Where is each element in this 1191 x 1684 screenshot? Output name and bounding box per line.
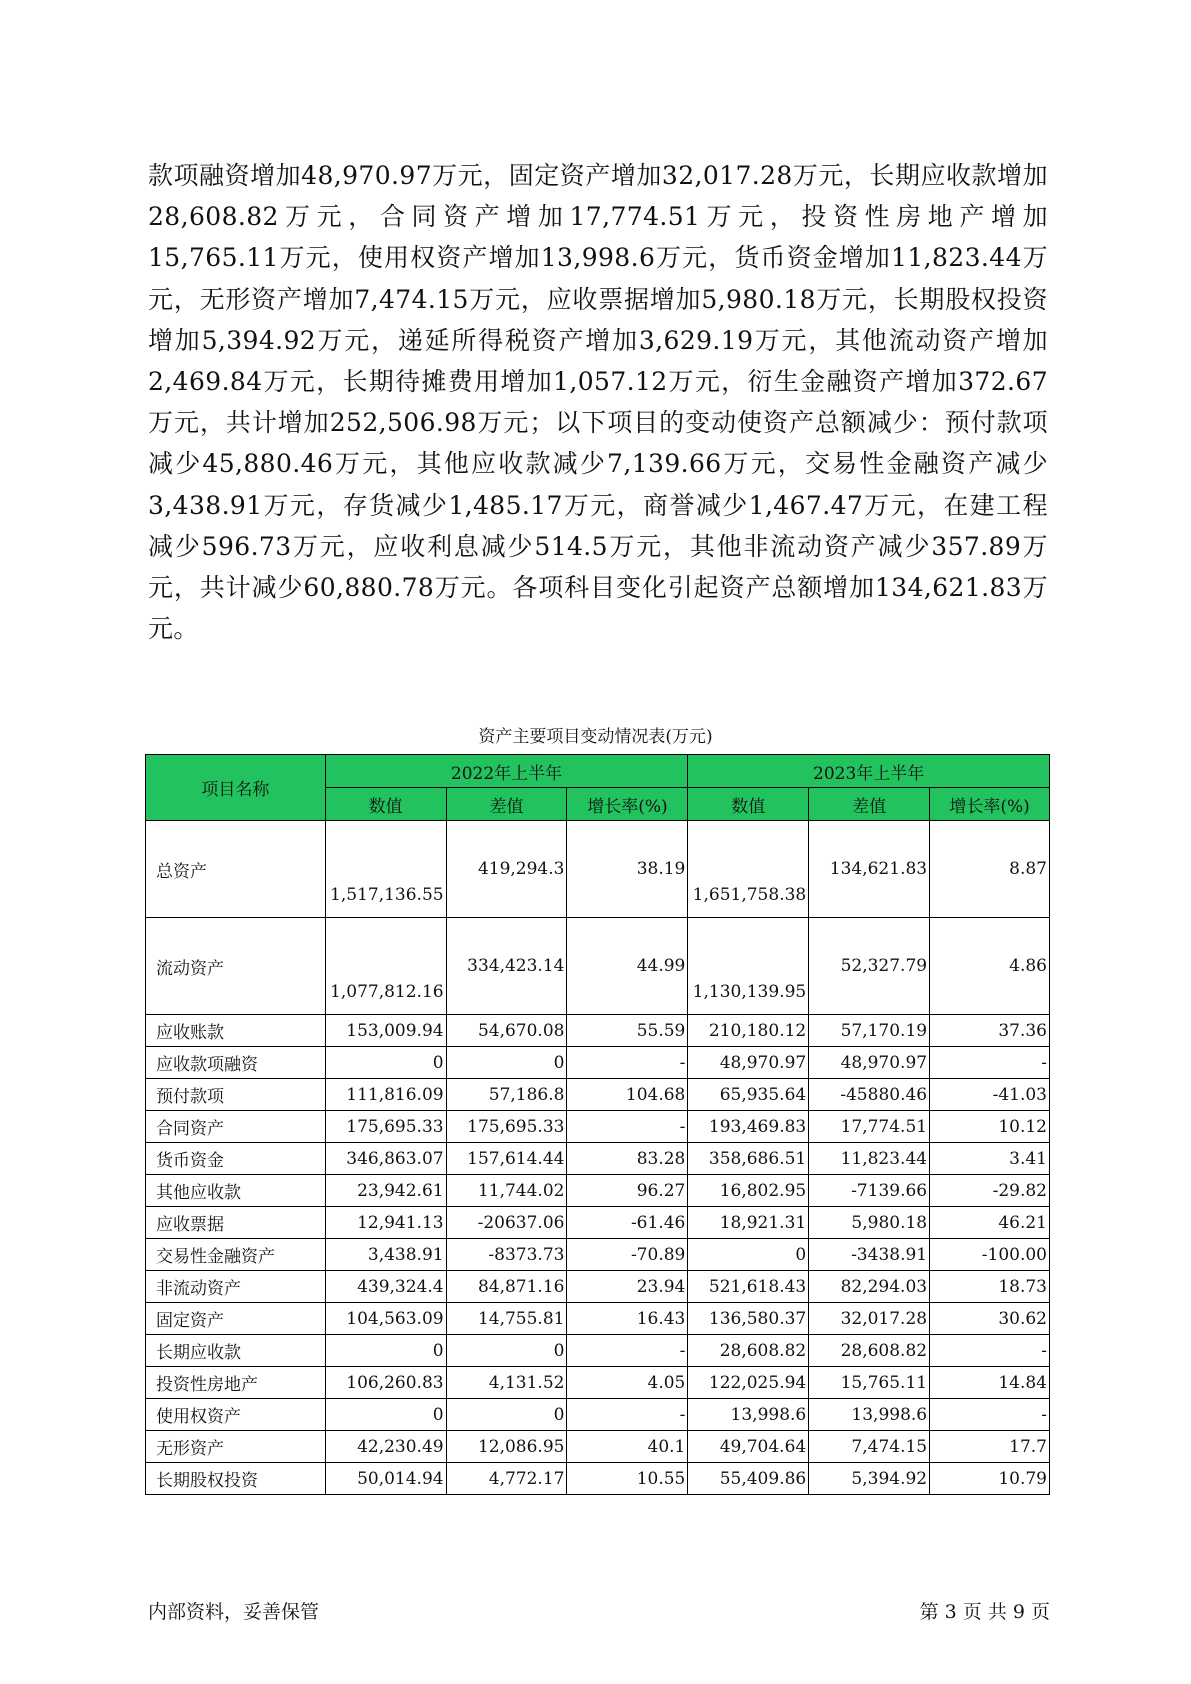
cell-value-2023: 521,618.43 — [688, 1271, 809, 1303]
cell-growth-2022: 55.59 — [567, 1015, 688, 1047]
cell-item-name: 流动资产 — [146, 918, 326, 1015]
asset-change-table — [145, 754, 1050, 1495]
header-growth-2022: 增长率(%) — [567, 788, 688, 821]
cell-value-2023: 1,651,758.38 — [688, 821, 809, 918]
cell-item-name: 使用权资产 — [146, 1399, 326, 1431]
cell-item-name: 其他应收款 — [146, 1175, 326, 1207]
cell-diff-2022: 54,670.08 — [446, 1015, 567, 1047]
cell-diff-2022: 0 — [446, 1047, 567, 1079]
cell-growth-2022: - — [567, 1399, 688, 1431]
header-diff-2023: 差值 — [809, 788, 930, 821]
table-body — [146, 821, 1050, 1495]
cell-growth-2022: 40.1 — [567, 1431, 688, 1463]
body-paragraph: 款项融资增加48,970.97万元，固定资产增加32,017.28万元，长期应收款增加28,608.82万元，合同资产增加17,774.51万元，投资性房地产增加15,765.11万元，使用权资产增加13,998.6万元，货币资金增加11,823.44万元，无形资产增加7,474.15万元，应收票据增加5,980.18万元，长期股权投资增加5,394.92万元，递延所得税资产增加3,629.19万元，其他流动资产增加2,469.84万元，长期待摊费用增加1,057.12万元，衍生金融资产增加372.67万元，共计增加252,506.98万元；以下项目的变动使资产总额减少：预付款项减少45,880.46万元，其他应收款减少7,139.66万元，交易性金融资产减少3,438.91万元，存货减少1,485.17万元，商誉减少1,467.47万元，在建工程减少596.73万元，应收利息减少514.5万元，其他非流动资产减少357.89万元，共计减少60,880.78万元。各项科目变化引起资产总额增加134,621.83万元。 — [148, 161, 1048, 644]
cell-value-2022: 50,014.94 — [325, 1463, 446, 1495]
cell-diff-2022: 0 — [446, 1399, 567, 1431]
cell-value-2023: 65,935.64 — [688, 1079, 809, 1111]
cell-diff-2023: 5,980.18 — [809, 1207, 930, 1239]
cell-diff-2022: -8373.73 — [446, 1239, 567, 1271]
table-row — [146, 918, 1050, 1015]
cell-value-2023: 122,025.94 — [688, 1367, 809, 1399]
table-row — [146, 1015, 1050, 1047]
cell-growth-2023: -100.00 — [930, 1239, 1050, 1271]
cell-growth-2023: - — [930, 1047, 1050, 1079]
table-caption: 资产主要项目变动情况表(万元) — [478, 727, 713, 747]
cell-value-2023: 16,802.95 — [688, 1175, 809, 1207]
cell-growth-2022: 38.19 — [567, 821, 688, 918]
cell-growth-2023: 17.7 — [930, 1431, 1050, 1463]
cell-growth-2023: - — [930, 1335, 1050, 1367]
header-diff-2022: 差值 — [446, 788, 567, 821]
table-row — [146, 1431, 1050, 1463]
cell-diff-2023: -3438.91 — [809, 1239, 930, 1271]
footer-confidential-note: 内部资料，妥善保管 — [148, 1601, 320, 1623]
cell-value-2023: 358,686.51 — [688, 1143, 809, 1175]
cell-value-2022: 1,517,136.55 — [325, 821, 446, 918]
table-row — [146, 1335, 1050, 1367]
cell-item-name: 应收票据 — [146, 1207, 326, 1239]
cell-item-name: 应收款项融资 — [146, 1047, 326, 1079]
cell-growth-2022: - — [567, 1047, 688, 1079]
cell-growth-2022: 96.27 — [567, 1175, 688, 1207]
cell-diff-2022: 4,772.17 — [446, 1463, 567, 1495]
cell-growth-2023: - — [930, 1399, 1050, 1431]
cell-item-name: 预付款项 — [146, 1079, 326, 1111]
footer-page-number: 第 3 页 共 9 页 — [919, 1601, 1050, 1623]
cell-diff-2023: 48,970.97 — [809, 1047, 930, 1079]
cell-item-name: 交易性金融资产 — [146, 1239, 326, 1271]
cell-diff-2023: 28,608.82 — [809, 1335, 930, 1367]
header-growth-2023: 增长率(%) — [930, 788, 1050, 821]
cell-growth-2022: -70.89 — [567, 1239, 688, 1271]
cell-growth-2023: -41.03 — [930, 1079, 1050, 1111]
cell-diff-2022: 14,755.81 — [446, 1303, 567, 1335]
cell-diff-2023: 52,327.79 — [809, 918, 930, 1015]
cell-diff-2023: 134,621.83 — [809, 821, 930, 918]
cell-diff-2022: 12,086.95 — [446, 1431, 567, 1463]
cell-growth-2022: 4.05 — [567, 1367, 688, 1399]
cell-value-2022: 1,077,812.16 — [325, 918, 446, 1015]
table-row — [146, 1047, 1050, 1079]
cell-value-2022: 439,324.4 — [325, 1271, 446, 1303]
table-row — [146, 1463, 1050, 1495]
cell-value-2022: 111,816.09 — [325, 1079, 446, 1111]
cell-diff-2022: 4,131.52 — [446, 1367, 567, 1399]
table-row — [146, 1207, 1050, 1239]
cell-item-name: 长期股权投资 — [146, 1463, 326, 1495]
cell-growth-2022: 10.55 — [567, 1463, 688, 1495]
cell-diff-2023: 7,474.15 — [809, 1431, 930, 1463]
cell-growth-2023: 10.79 — [930, 1463, 1050, 1495]
cell-diff-2023: 17,774.51 — [809, 1111, 930, 1143]
cell-growth-2022: 16.43 — [567, 1303, 688, 1335]
table-row — [146, 1367, 1050, 1399]
table-row — [146, 821, 1050, 918]
table-row — [146, 1239, 1050, 1271]
cell-value-2022: 0 — [325, 1047, 446, 1079]
cell-value-2023: 48,970.97 — [688, 1047, 809, 1079]
cell-item-name: 非流动资产 — [146, 1271, 326, 1303]
cell-item-name: 总资产 — [146, 821, 326, 918]
table-row — [146, 1175, 1050, 1207]
cell-value-2023: 49,704.64 — [688, 1431, 809, 1463]
cell-growth-2023: 3.41 — [930, 1143, 1050, 1175]
cell-value-2022: 12,941.13 — [325, 1207, 446, 1239]
cell-diff-2022: 84,871.16 — [446, 1271, 567, 1303]
cell-item-name: 货币资金 — [146, 1143, 326, 1175]
cell-value-2023: 28,608.82 — [688, 1335, 809, 1367]
cell-growth-2023: 4.86 — [930, 918, 1050, 1015]
cell-growth-2023: 14.84 — [930, 1367, 1050, 1399]
cell-diff-2023: 5,394.92 — [809, 1463, 930, 1495]
cell-growth-2023: 18.73 — [930, 1271, 1050, 1303]
cell-value-2023: 0 — [688, 1239, 809, 1271]
cell-growth-2023: 8.87 — [930, 821, 1050, 918]
cell-value-2023: 18,921.31 — [688, 1207, 809, 1239]
header-period-2022: 2022年上半年 — [325, 755, 688, 788]
cell-growth-2023: 37.36 — [930, 1015, 1050, 1047]
cell-diff-2023: 57,170.19 — [809, 1015, 930, 1047]
cell-diff-2022: 57,186.8 — [446, 1079, 567, 1111]
table-row — [146, 1303, 1050, 1335]
cell-diff-2022: 11,744.02 — [446, 1175, 567, 1207]
cell-growth-2022: 23.94 — [567, 1271, 688, 1303]
cell-diff-2022: 0 — [446, 1335, 567, 1367]
cell-value-2023: 193,469.83 — [688, 1111, 809, 1143]
cell-growth-2022: -61.46 — [567, 1207, 688, 1239]
cell-value-2022: 104,563.09 — [325, 1303, 446, 1335]
cell-item-name: 无形资产 — [146, 1431, 326, 1463]
cell-growth-2023: 46.21 — [930, 1207, 1050, 1239]
cell-diff-2022: 157,614.44 — [446, 1143, 567, 1175]
cell-value-2023: 210,180.12 — [688, 1015, 809, 1047]
header-value-2023: 数值 — [688, 788, 809, 821]
cell-diff-2022: 334,423.14 — [446, 918, 567, 1015]
table-row — [146, 1143, 1050, 1175]
cell-diff-2023: 82,294.03 — [809, 1271, 930, 1303]
cell-item-name: 固定资产 — [146, 1303, 326, 1335]
table-row — [146, 1079, 1050, 1111]
cell-diff-2023: -7139.66 — [809, 1175, 930, 1207]
cell-value-2022: 346,863.07 — [325, 1143, 446, 1175]
table-row — [146, 1271, 1050, 1303]
cell-diff-2022: 419,294.3 — [446, 821, 567, 918]
cell-diff-2022: -20637.06 — [446, 1207, 567, 1239]
table-row — [146, 1111, 1050, 1143]
cell-value-2022: 42,230.49 — [325, 1431, 446, 1463]
cell-value-2022: 175,695.33 — [325, 1111, 446, 1143]
cell-value-2022: 0 — [325, 1399, 446, 1431]
cell-growth-2022: - — [567, 1335, 688, 1367]
cell-diff-2023: 15,765.11 — [809, 1367, 930, 1399]
header-item-name: 项目名称 — [146, 755, 326, 821]
cell-diff-2023: 13,998.6 — [809, 1399, 930, 1431]
cell-growth-2022: - — [567, 1111, 688, 1143]
cell-value-2022: 106,260.83 — [325, 1367, 446, 1399]
cell-value-2022: 0 — [325, 1335, 446, 1367]
cell-growth-2022: 83.28 — [567, 1143, 688, 1175]
cell-growth-2023: 10.12 — [930, 1111, 1050, 1143]
table-row — [146, 1399, 1050, 1431]
cell-value-2022: 23,942.61 — [325, 1175, 446, 1207]
cell-value-2023: 1,130,139.95 — [688, 918, 809, 1015]
cell-value-2023: 55,409.86 — [688, 1463, 809, 1495]
cell-diff-2022: 175,695.33 — [446, 1111, 567, 1143]
cell-diff-2023: -45880.46 — [809, 1079, 930, 1111]
cell-item-name: 长期应收款 — [146, 1335, 326, 1367]
cell-value-2022: 3,438.91 — [325, 1239, 446, 1271]
cell-growth-2022: 44.99 — [567, 918, 688, 1015]
cell-diff-2023: 11,823.44 — [809, 1143, 930, 1175]
cell-growth-2023: 30.62 — [930, 1303, 1050, 1335]
cell-value-2022: 153,009.94 — [325, 1015, 446, 1047]
cell-item-name: 合同资产 — [146, 1111, 326, 1143]
header-period-2023: 2023年上半年 — [688, 755, 1050, 788]
cell-growth-2023: -29.82 — [930, 1175, 1050, 1207]
header-value-2022: 数值 — [325, 788, 446, 821]
cell-growth-2022: 104.68 — [567, 1079, 688, 1111]
cell-item-name: 投资性房地产 — [146, 1367, 326, 1399]
cell-diff-2023: 32,017.28 — [809, 1303, 930, 1335]
cell-item-name: 应收账款 — [146, 1015, 326, 1047]
cell-value-2023: 13,998.6 — [688, 1399, 809, 1431]
cell-value-2023: 136,580.37 — [688, 1303, 809, 1335]
